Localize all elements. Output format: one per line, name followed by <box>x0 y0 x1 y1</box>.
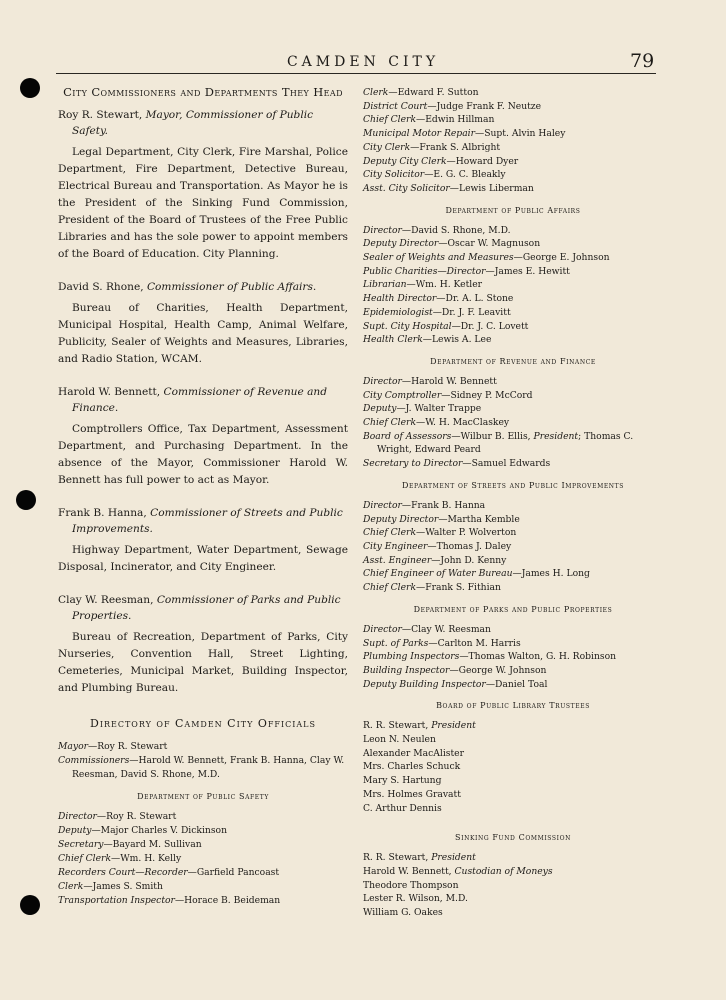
official-role: Health Director <box>363 293 437 305</box>
official-entry <box>363 457 663 471</box>
official-role: Supt. City Hospital <box>363 320 452 332</box>
directory-list <box>58 740 348 782</box>
official-name: —Martha Kemble <box>438 513 520 525</box>
official-entry <box>363 333 663 347</box>
official-role: Municipal Motor Repair <box>363 128 475 140</box>
official-role: District Court <box>363 100 428 112</box>
running-header: CAMDEN CITY <box>286 54 440 70</box>
commissioner-entry <box>58 279 348 368</box>
member-entry <box>363 879 663 893</box>
official-role: Chief Clerk <box>58 853 112 864</box>
official-role: Deputy Director <box>363 238 439 250</box>
official-entry <box>58 824 348 838</box>
commissioner-line <box>58 279 348 295</box>
official-name: —James S. Smith <box>83 881 163 892</box>
commissioner-duties: Bureau of Recreation, Department of Parks, City Nurseries, Convention Hall, Street Lighting, Cemeteries, Municipal Market, Building Inspector, and Plumbing Bureau. <box>58 631 348 694</box>
official-entry <box>363 86 663 100</box>
sinking-list <box>363 851 663 920</box>
public-safety-heading: Department of Public Safety <box>137 792 269 801</box>
official-role: Chief Clerk <box>363 527 417 539</box>
official-name: —Edward F. Sutton <box>388 87 479 98</box>
member-name: William G. Oakes <box>363 907 443 919</box>
official-name: —George W. Johnson <box>449 664 547 676</box>
official-entry <box>363 127 663 141</box>
official-name: —Frank B. Hanna <box>401 499 486 511</box>
directory-heading: Directory of Camden City Officials <box>90 717 316 730</box>
official-role: Chief Clerk <box>363 114 417 126</box>
official-name: —Harold W. Bennett, Frank B. Hanna, Clay W. Reesman, David S. Rhone, M.D. <box>72 755 345 780</box>
commissioner-line <box>58 384 348 416</box>
binder-hole-bottom <box>20 895 40 915</box>
official-name: —Carlton M. Harris <box>428 637 521 649</box>
official-entry <box>363 113 663 127</box>
commissioner-title: Commissioner of Revenue and Finance. <box>72 386 328 414</box>
commissioner-name: Frank B. Hanna, <box>58 507 151 519</box>
commissioner-entry <box>58 107 348 263</box>
page-number: 79 <box>630 50 655 72</box>
official-entry <box>363 623 663 637</box>
official-name: —James E. Hewitt <box>485 265 570 277</box>
member-name: Alexander MacAlister <box>363 747 464 759</box>
member-entry <box>363 733 663 747</box>
member-name: R. R. Stewart, <box>363 720 432 732</box>
official-name: —Wm. H. Ketler <box>406 279 483 291</box>
streets-heading: Department of Streets and Public Improvements <box>402 480 624 490</box>
official-name: —Thomas J. Daley <box>427 540 512 552</box>
official-role: Deputy <box>58 825 92 836</box>
revenue-heading: Department of Revenue and Finance <box>430 356 596 366</box>
official-name: —John D. Kenny <box>431 554 507 566</box>
official-role: Recorders Court—Recorder <box>58 867 188 878</box>
official-name: —Dr. J. C. Lovett <box>451 320 529 332</box>
library-heading: Board of Public Library Trustees <box>436 701 590 711</box>
commissioner-duties: Comptrollers Office, Tax Department, Assessment Department, and Purchasing Department. In the absence of the Mayor, Commissioner Harold W. Bennett has full power to act as Mayor. <box>58 423 348 486</box>
continued-list <box>363 86 663 196</box>
header-rule <box>56 73 656 74</box>
binder-hole-top <box>20 78 40 98</box>
official-name: —George E. Johnson <box>513 252 610 264</box>
sinking-heading: Sinking Fund Commission <box>455 833 571 843</box>
official-role: Clerk <box>363 87 389 98</box>
commissioner-duties: Bureau of Charities, Health Department, Municipal Hospital, Health Camp, Animal Welfare, Publicity, Sealer of Weights and Measures, Libraries, and Radio Station, WCAM. <box>58 302 348 365</box>
official-name: —Samuel Edwards <box>462 458 551 470</box>
official-role: Chief Engineer of Water Bureau <box>363 568 513 580</box>
official-role: Public Charities—Director <box>363 265 486 277</box>
commissioner-name: David S. Rhone, <box>58 281 147 293</box>
official-entry <box>363 389 663 403</box>
commissioner-title: Mayor, Commissioner of Public Safety. <box>72 109 314 137</box>
official-role: Commissioners <box>58 755 130 766</box>
official-entry <box>363 416 663 430</box>
commissioner-line <box>58 592 348 624</box>
public-safety-list <box>58 810 348 908</box>
binder-hole-middle <box>16 490 36 510</box>
official-role: Chief Clerk <box>363 582 417 594</box>
official-role: Chief Clerk <box>363 417 417 429</box>
official-entry <box>363 182 663 196</box>
member-name: R. R. Stewart, <box>363 852 432 864</box>
official-role: Mayor <box>58 741 88 752</box>
official-role: Deputy Director <box>363 513 439 525</box>
official-name: —Sidney P. McCord <box>441 389 533 401</box>
official-role: Director <box>363 375 402 387</box>
official-entry <box>58 754 348 782</box>
official-entry <box>363 375 663 389</box>
public-affairs-list <box>363 224 663 347</box>
official-role: Clerk <box>58 881 84 892</box>
official-entry <box>363 100 663 114</box>
official-name: —Lewis A. Lee <box>422 334 492 346</box>
commissioner-entry <box>58 592 348 697</box>
official-entry <box>363 526 663 540</box>
official-entry <box>58 894 348 908</box>
member-entry <box>363 802 663 816</box>
official-role: Deputy <box>363 403 397 415</box>
member-name: Mary S. Hartung <box>363 775 442 787</box>
official-entry <box>58 852 348 866</box>
member-entry <box>363 760 663 774</box>
official-name: ; Thomas C. Wright, Edward Peard <box>377 430 634 456</box>
public-affairs-heading: Department of Public Affairs <box>445 205 581 215</box>
official-role: Deputy City Clerk <box>363 155 447 167</box>
member-entry <box>363 747 663 761</box>
member-name: Harold W. Bennett, <box>363 865 455 877</box>
official-name: —Major Charles V. Dickinson <box>91 825 227 836</box>
member-name: Theodore Thompson <box>363 879 459 891</box>
official-role: Sealer of Weights and Measures <box>363 252 514 264</box>
official-name: —Clay W. Reesman <box>401 623 491 635</box>
commissioner-entry <box>58 505 348 576</box>
member-name: Mrs. Holmes Gravatt <box>363 788 461 800</box>
official-role: City Engineer <box>363 540 428 552</box>
right-column <box>363 86 663 920</box>
official-name: —W. H. MacClaskey <box>416 417 510 429</box>
official-entry <box>363 650 663 664</box>
commissioner-list <box>58 107 348 697</box>
commissioner-line <box>58 107 348 139</box>
official-role: Secretary <box>58 839 104 850</box>
official-role: Health Clerk <box>363 334 423 346</box>
official-entry <box>363 168 663 182</box>
official-role: Director <box>58 811 97 822</box>
official-name: —Roy R. Stewart <box>96 811 177 822</box>
official-role: City Clerk <box>363 141 411 153</box>
official-role: Secretary to Director <box>363 458 463 470</box>
parks-heading: Department of Parks and Public Properties <box>413 604 613 614</box>
official-entry <box>363 664 663 678</box>
official-name: —David S. Rhone, M.D. <box>401 224 511 236</box>
official-role: Plumbing Inspectors <box>363 651 460 663</box>
official-role: Director <box>363 224 402 236</box>
official-role: Asst. Engineer <box>363 554 432 566</box>
official-entry <box>363 306 663 320</box>
official-name: —Wilbur B. Ellis, <box>451 430 534 442</box>
library-list <box>363 719 663 815</box>
official-name: —Frank S. Fithian <box>416 582 501 594</box>
official-name: —Supt. Alvin Haley <box>475 128 566 140</box>
official-name: —Daniel Toal <box>485 678 548 690</box>
official-name: —Walter P. Wolverton <box>416 527 517 539</box>
official-entry <box>58 838 348 852</box>
member-entry <box>363 788 663 802</box>
official-entry <box>363 278 663 292</box>
official-name: —Garfield Pancoast <box>187 867 280 878</box>
member-entry <box>363 906 663 920</box>
official-entry <box>58 810 348 824</box>
official-name: —Harold W. Bennett <box>401 375 497 387</box>
official-name: —Howard Dyer <box>446 155 519 167</box>
member-name: Lester R. Wilson, M.D. <box>363 893 468 905</box>
official-name: —Dr. J. F. Leavitt <box>432 306 511 318</box>
official-name: —Dr. A. L. Stone <box>436 293 514 305</box>
official-entry <box>58 866 348 880</box>
commissioner-name: Harold W. Bennett, <box>58 386 164 398</box>
official-entry <box>363 224 663 238</box>
official-role: Transportation Inspector <box>58 895 175 906</box>
official-role: City Solicitor <box>363 169 425 181</box>
official-entry <box>363 237 663 251</box>
official-name: —Edwin Hillman <box>416 114 495 126</box>
official-entry <box>363 430 663 457</box>
member-name: Mrs. Charles Schuck <box>363 761 461 773</box>
official-entry <box>363 155 663 169</box>
official-entry <box>363 402 663 416</box>
member-entry <box>363 774 663 788</box>
official-name: —Horace B. Beideman <box>174 895 281 906</box>
official-entry <box>363 554 663 568</box>
member-entry <box>363 719 663 733</box>
official-entry <box>58 880 348 894</box>
official-entry <box>363 292 663 306</box>
official-role: Asst. City Solicitor <box>363 182 450 194</box>
official-role: Director <box>363 623 402 635</box>
official-name: —E. G. C. Bleakly <box>424 169 506 181</box>
revenue-list <box>363 375 663 471</box>
commissioner-duties: Highway Department, Water Department, Sewage Disposal, Incinerator, and City Engineer. <box>58 544 348 573</box>
official-entry <box>363 637 663 651</box>
member-role: President <box>431 852 476 864</box>
official-entry <box>363 513 663 527</box>
official-name: —Lewis Liberman <box>449 182 534 194</box>
official-entry <box>363 567 663 581</box>
member-name: C. Arthur Dennis <box>363 802 442 814</box>
commissioner-duties: Legal Department, City Clerk, Fire Marshal, Police Department, Fire Department, Detective Bureau, Electrical Bureau and Transportation. As Mayor he is the President of the Sinking Fund Commission, President of the Board of Trustees of the Free Public Libraries and has the sole power to appoint members of the Board of Education. City Planning. <box>58 146 348 260</box>
official-name: —Oscar W. Magnuson <box>438 238 541 250</box>
official-role: Deputy Building Inspector <box>363 678 486 690</box>
member-entry <box>363 851 663 865</box>
official-entry <box>363 678 663 692</box>
member-role: Custodian of Moneys <box>454 865 553 877</box>
official-role: Building Inspector <box>363 664 450 676</box>
member-name: Leon N. Neulen <box>363 734 436 746</box>
member-entry <box>363 892 663 906</box>
official-entry <box>363 499 663 513</box>
official-name: —Bayard M. Sullivan <box>103 839 202 850</box>
commissioner-entry <box>58 384 348 489</box>
official-entry <box>363 141 663 155</box>
parks-list <box>363 623 663 692</box>
official-name: —Thomas Walton, G. H. Robinson <box>459 651 617 663</box>
official-role: Board of Assessors <box>363 430 452 442</box>
official-entry <box>363 251 663 265</box>
official-name: —James H. Long <box>512 568 590 580</box>
commissioner-name: Roy R. Stewart, <box>58 109 146 121</box>
official-role: Director <box>363 499 402 511</box>
left-column <box>58 84 348 908</box>
official-name: —Wm. H. Kelly <box>111 853 182 864</box>
member-entry <box>363 865 663 879</box>
streets-list <box>363 499 663 595</box>
official-name: —Roy R. Stewart <box>88 741 168 752</box>
official-entry <box>363 320 663 334</box>
official-role: City Comptroller <box>363 389 442 401</box>
official-entry <box>58 740 348 754</box>
official-name: —Frank S. Albright <box>410 141 501 153</box>
official-entry <box>363 265 663 279</box>
commissioner-title: Commissioner of Public Affairs. <box>146 281 317 293</box>
commissioner-title: Commissioner of Streets and Public Improvements. <box>72 507 343 535</box>
official-name: —Judge Frank F. Neutze <box>427 100 542 112</box>
official-role: Librarian <box>363 279 407 291</box>
section-heading: City Commissioners and Departments They Head <box>63 85 343 99</box>
member-role: President <box>431 720 476 732</box>
official-role: Epidemiologist <box>363 306 433 318</box>
official-entry <box>363 581 663 595</box>
commissioner-title: Commissioner of Parks and Public Properties. <box>72 594 341 622</box>
commissioner-line <box>58 505 348 537</box>
official-entry <box>363 540 663 554</box>
official-name: —J. Walter Trappe <box>396 403 482 415</box>
official-role: President <box>533 430 579 442</box>
commissioner-name: Clay W. Reesman, <box>58 594 157 606</box>
official-role: Supt. of Parks <box>363 637 429 649</box>
